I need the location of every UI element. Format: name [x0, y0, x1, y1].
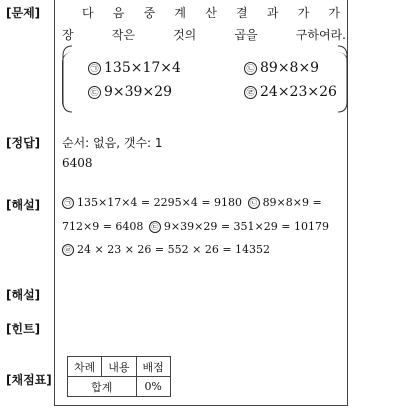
- table-row: [68, 357, 171, 377]
- circled-letter-icon: ㉠: [62, 197, 74, 209]
- explanation-text: 9×39×29 = 351×29 = 10179: [163, 220, 329, 233]
- problem-label: [문제]: [6, 6, 41, 20]
- circled-letter-icon: ㉠: [88, 62, 101, 75]
- hint-label: [힌트]: [6, 322, 41, 336]
- scoring-label: [채점표]: [6, 373, 52, 387]
- problem-word: 가: [328, 6, 340, 20]
- explanation-text: 135×17×4 = 2295×4 = 9180: [77, 196, 243, 209]
- option-a: [88, 60, 181, 76]
- problem-line-2: [62, 26, 348, 43]
- answer-label: [정답]: [6, 136, 41, 150]
- circled-letter-icon: ㉡: [248, 197, 260, 209]
- option-expression: 9×39×29: [104, 84, 172, 100]
- problem-word: 작은: [111, 28, 135, 42]
- explanation-text: 24 × 23 × 26 = 552 × 26 = 14352: [77, 243, 271, 256]
- table-header: 배점: [136, 357, 170, 377]
- problem-word: 구하여라.: [295, 28, 346, 42]
- problem-word: 곱을: [234, 28, 258, 42]
- problem-word: 산: [205, 6, 217, 20]
- options-bracket: [62, 44, 348, 114]
- problem-word: 장: [62, 28, 74, 42]
- circled-letter-icon: ㉡: [244, 62, 257, 75]
- option-expression: 24×23×26: [260, 84, 337, 100]
- answer-meta: 순서: 없음, 갯수: 1: [62, 136, 163, 150]
- circled-letter-icon: ㉢: [88, 86, 101, 99]
- score-table: [67, 356, 171, 397]
- table-row: [68, 377, 171, 397]
- table-header: 내용: [102, 357, 136, 377]
- explanation-label-2: [해설]: [6, 288, 41, 302]
- explanation-label: [해설]: [6, 198, 41, 212]
- total-label: 합계: [68, 377, 137, 397]
- option-expression: 135×17×4: [104, 60, 181, 76]
- table-header: 차례: [68, 357, 102, 377]
- explanation-line-1: [62, 196, 322, 209]
- circled-letter-icon: ㉣: [62, 244, 74, 256]
- problem-word: 결: [235, 6, 248, 20]
- explanation-line-2: [62, 220, 329, 233]
- problem-word: 가: [297, 6, 310, 20]
- problem-word: 계: [174, 6, 186, 20]
- problem-word: 다: [82, 6, 94, 20]
- option-expression: 89×8×9: [260, 60, 320, 76]
- problem-word: 중: [143, 6, 156, 20]
- option-c: [88, 84, 172, 100]
- explanation-text: 712×9 = 6408: [62, 220, 144, 233]
- problem-word: 음: [112, 6, 125, 20]
- answer-value: 6408: [62, 156, 93, 170]
- circled-letter-icon: ㉣: [244, 86, 257, 99]
- explanation-text: 89×8×9 =: [262, 196, 322, 209]
- total-value: 0%: [136, 377, 170, 397]
- explanation-line-3: [62, 243, 270, 256]
- problem-line-1: [62, 4, 348, 21]
- problem-word: 것의: [173, 28, 197, 42]
- option-d: [244, 84, 337, 100]
- option-b: [244, 60, 319, 76]
- circled-letter-icon: ㉢: [149, 221, 161, 233]
- problem-word: 과: [266, 6, 279, 20]
